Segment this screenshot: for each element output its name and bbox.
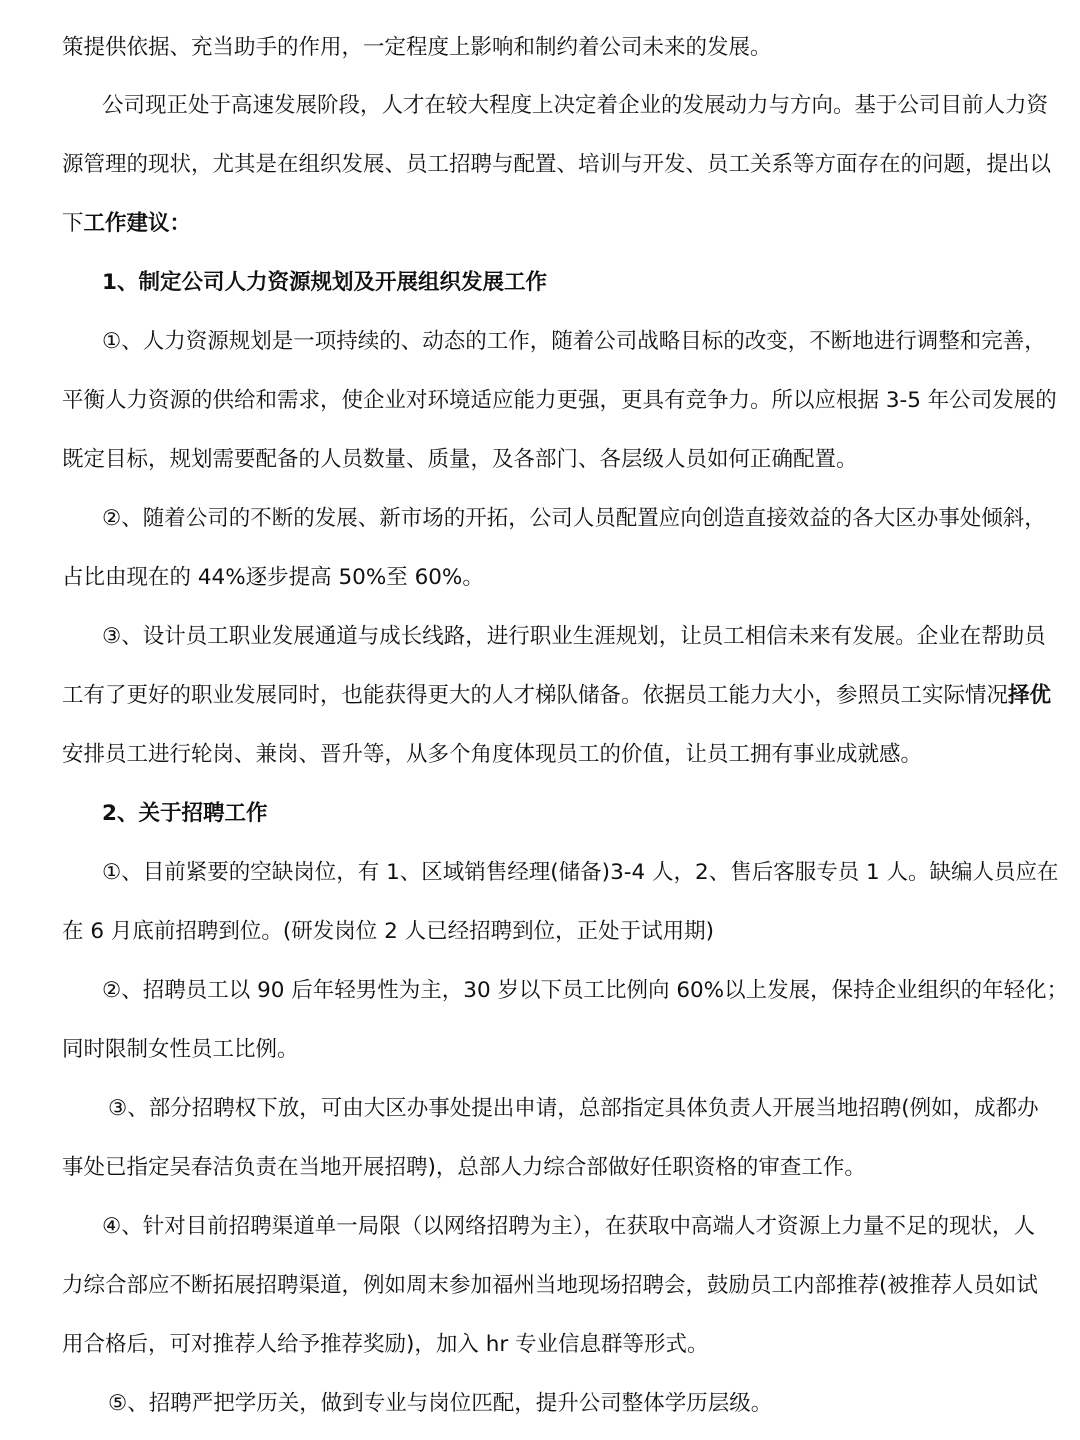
bold-phrase: 工作建议： [83, 211, 192, 236]
list-item-line: ②、招聘员工以 90 后年轻男性为主，30 岁以下员工比例向 60%以上发展，保持企业组织的年轻化； [102, 978, 1069, 1003]
bold-phrase: 择优 [1008, 683, 1052, 708]
paragraph-line [62, 209, 191, 239]
list-item-line: 同时限制女性员工比例。 [62, 1037, 299, 1062]
paragraph-line: 策提供依据、充当助手的作用，一定程度上影响和制约着公司未来的发展。 [62, 35, 772, 60]
list-item-line: 在 6 月底前招聘到位。(研发岗位 2 人已经招聘到位，正处于试用期) [62, 919, 714, 944]
list-item-line: ④、针对目前招聘渠道单一局限（以网络招聘为主），在获取中高端人才资源上力量不足的现状，人 [102, 1214, 1036, 1239]
paragraph-line: 公司现正处于高速发展阶段，人才在较大程度上决定着企业的发展动力与方向。基于公司目前人力资 [102, 93, 1049, 118]
list-item-line [62, 681, 1052, 711]
list-item-line: ⑤、招聘严把学历关，做到专业与岗位匹配，提升公司整体学历层级。 [108, 1391, 773, 1416]
list-item-line: 安排员工进行轮岗、兼岗、晋升等，从多个角度体现员工的价值，让员工拥有事业成就感。 [62, 742, 923, 767]
list-item-line: 用合格后，可对推荐人给予推荐奖励)，加入 hr 专业信息群等形式。 [62, 1332, 709, 1357]
list-item-line: 力综合部应不断拓展招聘渠道，例如周末参加福州当地现场招聘会，鼓励员工内部推荐(被推荐人员如试 [62, 1273, 1038, 1298]
list-item-line: 占比由现在的 44%逐步提高 50%至 60%。 [62, 565, 484, 590]
paragraph-line: 源管理的现状，尤其是在组织发展、员工招聘与配置、培训与开发、员工关系等方面存在的问题，提出以 [62, 152, 1052, 177]
list-item-line: ①、目前紧要的空缺岗位，有 1、区域销售经理(储备)3-4 人，2、售后客服专员 1 人。缺编人员应在 [102, 860, 1059, 885]
section-heading: 2、关于招聘工作 [102, 801, 268, 826]
paragraph-text: 下 [62, 211, 84, 236]
list-item-line: 平衡人力资源的供给和需求，使企业对环境适应能力更强，更具有竞争力。所以应根据 3-5 年公司发展的 [62, 388, 1057, 413]
section-heading: 1、制定公司人力资源规划及开展组织发展工作 [102, 270, 547, 295]
list-item-line: ③、设计员工职业发展通道与成长线路，进行职业生涯规划，让员工相信未来有发展。企业在帮助员 [102, 624, 1046, 649]
list-item-line: ②、随着公司的不断的发展、新市场的开拓，公司人员配置应向创造直接效益的各大区办事处倾斜， [102, 506, 1046, 531]
list-item-line: 事处已指定吴春洁负责在当地开展招聘)，总部人力综合部做好任职资格的审查工作。 [62, 1155, 866, 1180]
list-item-line: ①、人力资源规划是一项持续的、动态的工作，随着公司战略目标的改变，不断地进行调整和完善， [102, 329, 1046, 354]
list-item-line: 既定目标，规划需要配备的人员数量、质量，及各部门、各层级人员如何正确配置。 [62, 447, 858, 472]
list-item-line: ③、部分招聘权下放，可由大区办事处提出申请，总部指定具体负责人开展当地招聘(例如，成都办 [108, 1096, 1039, 1121]
list-item-text: 工有了更好的职业发展同时，也能获得更大的人才梯队储备。依据员工能力大小，参照员工实际情况 [62, 683, 1009, 708]
